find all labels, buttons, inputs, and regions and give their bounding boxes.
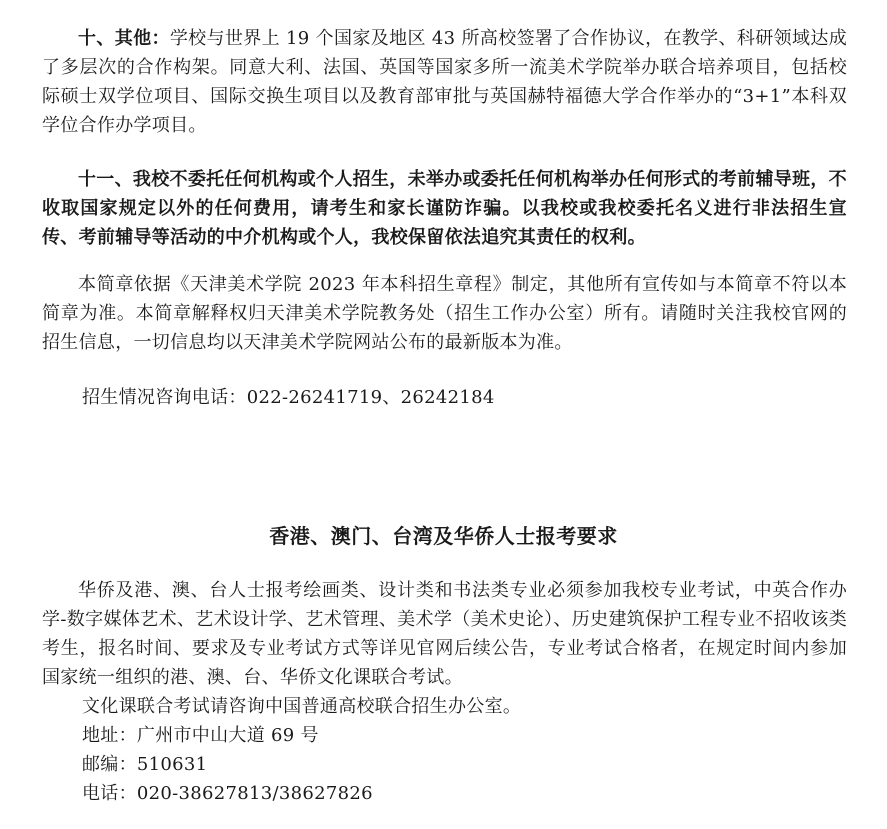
section-11-paragraph: 十一、我校不委托任何机构或个人招生，未举办或委托任何机构举办任何形式的考前辅导班，不收取国家规定以外的任何费用，请考生和家长谨防诈骗。以我校或我校委托名义进行非法招生宣传、考前辅导等活动的中介机构或个人，我校保留依法追究其责任的权利。 [42,169,847,248]
joint-exam-contact-intro: 文化课联合考试请咨询中国普通高校联合招生办公室。 [82,696,522,717]
contact-postcode: 邮编：510631 [82,754,208,775]
section-10-paragraph [42,24,847,140]
regulation-note-paragraph: 本简章依据《天津美术学院 2023 年本科招生章程》制定，其他所有宣传如与本简章不符以本简章为准。本简章解释权归天津美术学院教务处（招生工作办公室）所有。请随时关注我校官网的招生信息，一切信息均以天津美术学院网站公布的最新版本为准。 [42,274,847,353]
section-10-label: 十、其他： [78,28,170,49]
section-10-text: 学校与世界上 19 个国家及地区 43 所高校签署了合作协议，在教学、科研领域达成了多层次的合作构架。同意大利、法国、英国等国家多所一流美术学院举办联合培养项目，包括校际硕士双学位项目、国际交换生项目以及教育部审批与英国赫特福德大学合作举办的“3+1”本科双学位合作办学项目。 [42,28,847,136]
hmt-requirements-paragraph: 华侨及港、澳、台人士报考绘画类、设计类和书法类专业必须参加我校专业考试，中英合作办学-数字媒体艺术、艺术设计学、艺术管理、美术学（美术史论）、历史建筑保护工程专业不招收该类考生，报名时间、要求及专业考试方式等详见官网后续公告，专业考试合格者，在规定时间内参加国家统一组织的港、澳、台、华侨文化课联合考试。 [42,580,847,688]
contact-address: 地址：广州市中山大道 69 号 [82,725,319,746]
hmt-section-heading: 香港、澳门、台湾及华侨人士报考要求 [269,524,618,548]
admission-hotline: 招生情况咨询电话：022-26241719、26242184 [82,387,495,408]
contact-phone: 电话：020-38627813/38627826 [82,783,373,804]
